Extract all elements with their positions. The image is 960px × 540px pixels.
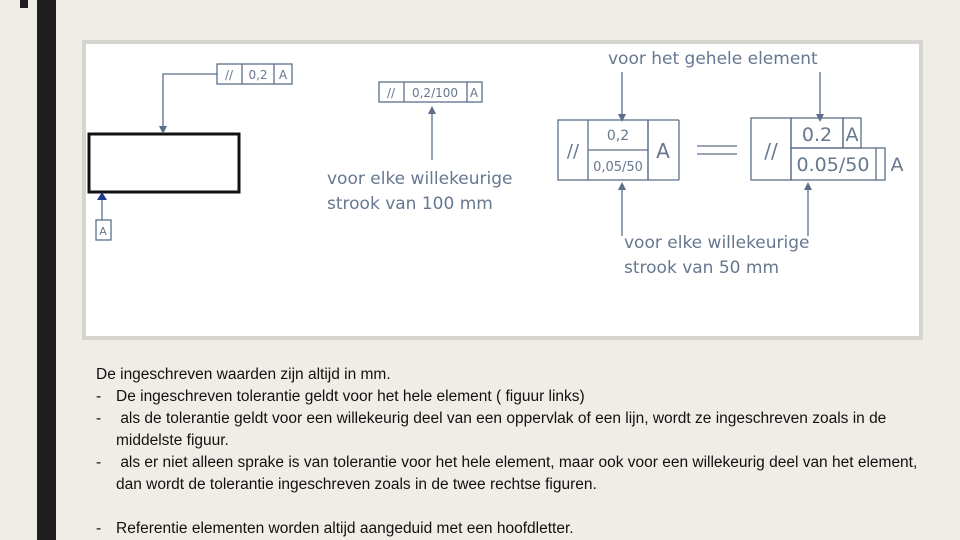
left-fcf-symbol: // bbox=[224, 68, 234, 82]
bottom-caption-line-1: voor elke willekeurige bbox=[624, 233, 810, 253]
left-fcf-tolerance: 0,2 bbox=[248, 68, 268, 82]
slide-accent-bar bbox=[37, 0, 56, 540]
right-figures bbox=[558, 49, 904, 278]
right-fcf-2-symbol: // bbox=[764, 139, 778, 163]
slide-accent-square bbox=[20, 0, 28, 8]
right-fcf-1-datum: A bbox=[656, 139, 670, 163]
right-fcf-2-tolerance: 0.2 bbox=[801, 124, 833, 146]
bullet-dash: - bbox=[96, 520, 102, 537]
bullet-dash: - bbox=[96, 388, 102, 405]
right-fcf-2-datum: A bbox=[845, 124, 859, 146]
bullet-item bbox=[96, 386, 936, 408]
left-figure bbox=[89, 64, 292, 240]
tolerance-diagram bbox=[82, 40, 923, 340]
bullet-item bbox=[96, 408, 936, 452]
right-fcf-2-sub-tolerance: 0.05/50 bbox=[796, 154, 870, 176]
bullet-dash: - bbox=[96, 410, 102, 427]
right-fcf-1-sub-tolerance: 0,05/50 bbox=[593, 160, 643, 175]
right-fcf-1-tolerance: 0,2 bbox=[606, 128, 630, 144]
middle-fcf-tolerance: 0,2/100 bbox=[411, 86, 459, 100]
bullet-text: Referentie elementen worden altijd aangeduid met een hoofdletter. bbox=[116, 520, 574, 537]
bullet-text: als er niet alleen sprake is van tolerantie voor het hele element, maar ook voor een willekeurig deel van het element, dan wordt de tolerantie ingeschreven zoals in de twee rechtse figuren. bbox=[116, 454, 922, 493]
bullet-text: De ingeschreven tolerantie geldt voor het hele element ( figuur links) bbox=[116, 388, 585, 405]
bottom-caption-line-2: strook van 50 mm bbox=[624, 258, 780, 278]
middle-fcf-datum: A bbox=[469, 86, 479, 100]
bullet-item bbox=[96, 518, 936, 540]
intro-line: De ingeschreven waarden zijn altijd in mm. bbox=[96, 366, 391, 383]
middle-caption-line-2: strook van 100 mm bbox=[327, 194, 493, 214]
element-rectangle bbox=[89, 134, 239, 192]
middle-figure bbox=[327, 82, 513, 214]
middle-fcf-symbol: // bbox=[386, 86, 396, 100]
bullet-item bbox=[96, 452, 936, 496]
bullet-dash: - bbox=[96, 454, 102, 471]
right-fcf-1-symbol: // bbox=[566, 141, 580, 162]
slide-body-text bbox=[96, 364, 936, 540]
middle-caption-line-1: voor elke willekeurige bbox=[327, 169, 513, 189]
right-fcf-2-sub-datum: A bbox=[890, 154, 904, 176]
datum-label: A bbox=[99, 225, 107, 238]
tolerance-figure bbox=[82, 40, 923, 340]
left-fcf-datum: A bbox=[278, 68, 288, 82]
top-caption: voor het gehele element bbox=[608, 49, 818, 69]
bullet-text: als de tolerantie geldt voor een willekeurig deel van een oppervlak of een lijn, wordt ze ingeschreven zoals in de middelste figuur. bbox=[116, 410, 891, 449]
